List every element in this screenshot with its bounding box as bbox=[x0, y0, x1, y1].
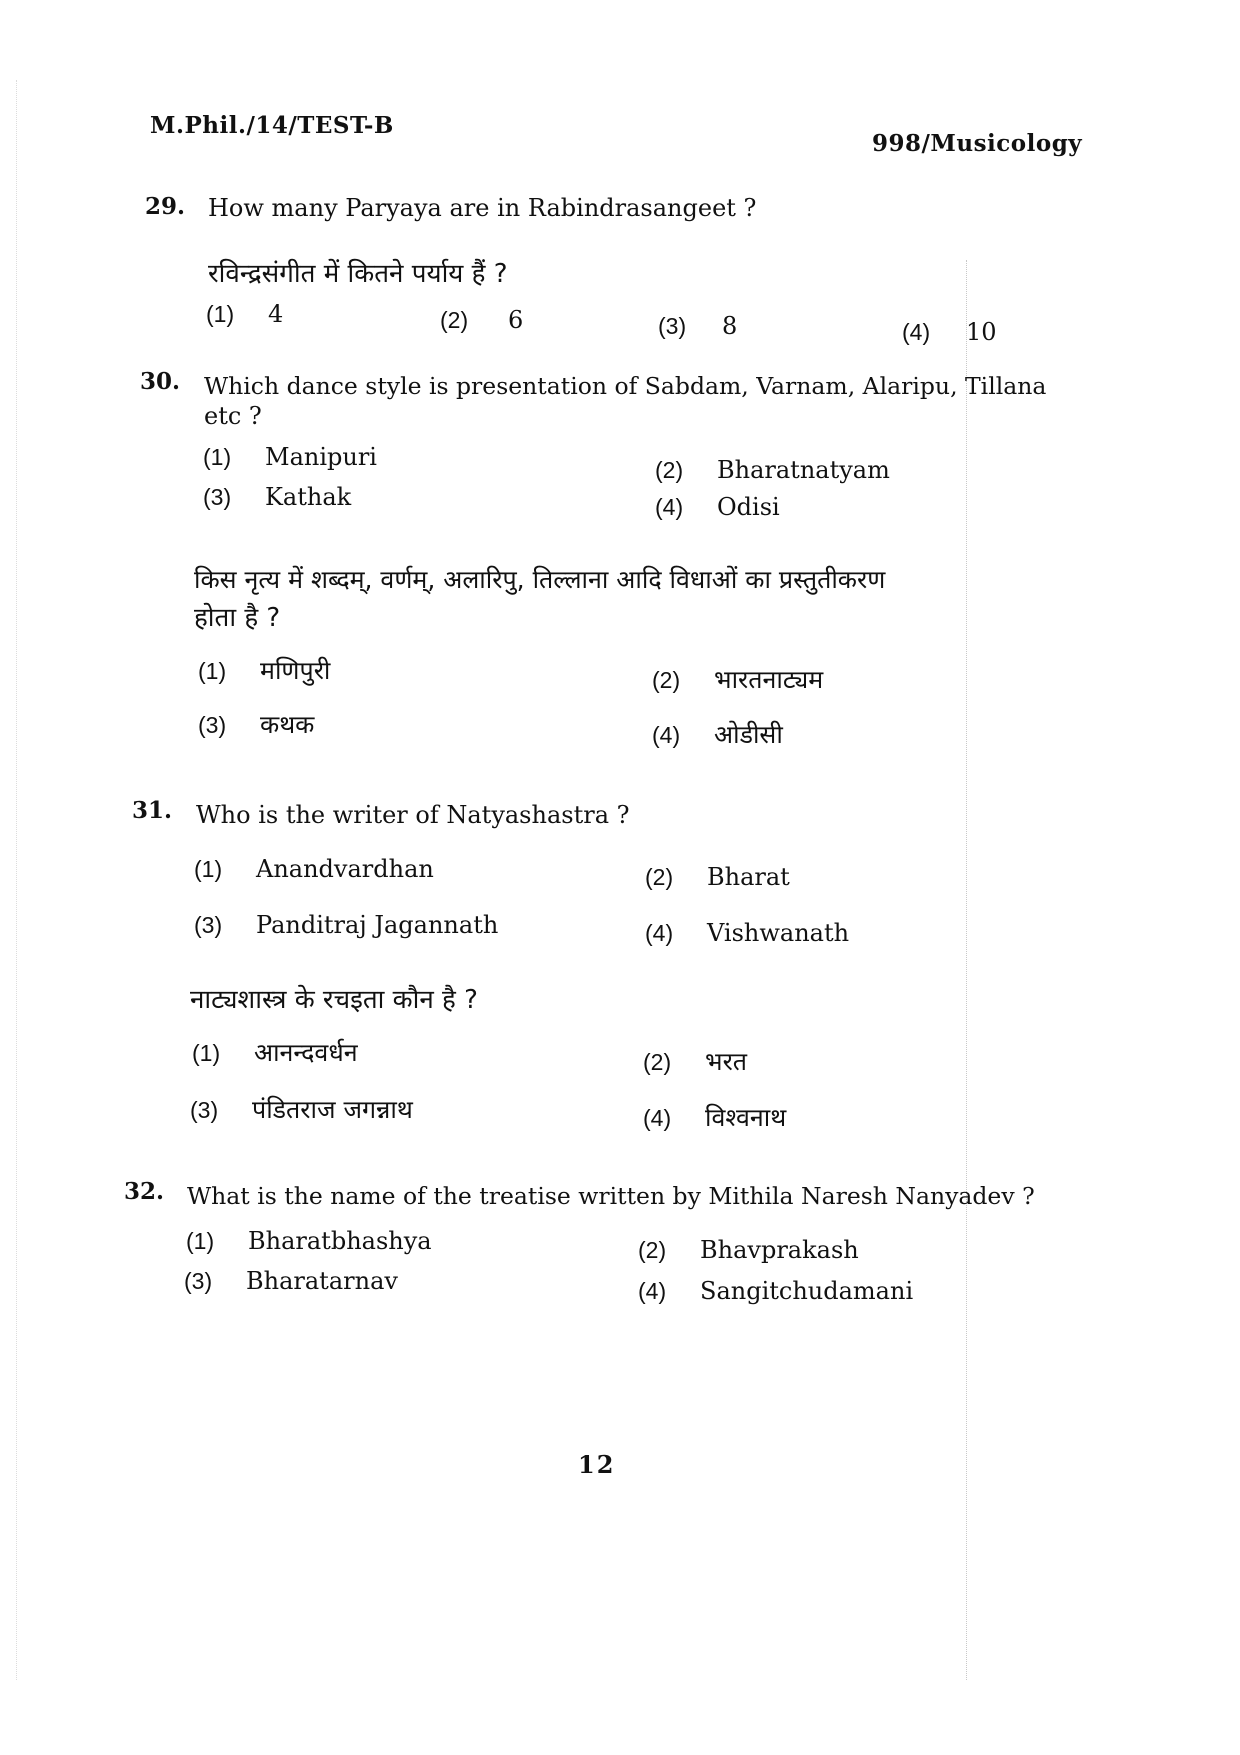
option-4 bbox=[902, 318, 997, 346]
hindi-option-4 bbox=[643, 1100, 786, 1134]
question-text: What is the name of the treatise written by Mithila Naresh Nanyadev ? bbox=[187, 1182, 1035, 1210]
scan-fold-line bbox=[966, 260, 967, 1680]
option-label: 10 bbox=[966, 318, 997, 346]
question-text-hindi: नाट्यशास्त्र के रचइता कौन है ? bbox=[190, 985, 478, 1015]
question-text: How many Paryaya are in Rabindrasangeet ? bbox=[208, 194, 757, 222]
option-2 bbox=[645, 863, 790, 891]
option-2 bbox=[440, 306, 523, 334]
option-3 bbox=[184, 1267, 398, 1295]
question-text-hindi: रविन्द्रसंगीत में कितने पर्याय हैं ? bbox=[208, 259, 508, 289]
option-label: कथक bbox=[260, 710, 315, 739]
option-1 bbox=[186, 1227, 432, 1255]
option-label: भरत bbox=[705, 1047, 748, 1076]
question-text-hindi-line1: किस नृत्य में शब्दम्, वर्णम्, अलारिपु, तिल्लाना आदि विधाओं का प्रस्तुतीकरण bbox=[194, 565, 886, 594]
option-label: Vishwanath bbox=[707, 919, 850, 947]
question-number: 30. bbox=[140, 368, 181, 395]
option-number: (1) bbox=[186, 1228, 215, 1254]
header-paper-code: M.Phil./14/TEST-B bbox=[150, 112, 394, 139]
option-label: 4 bbox=[268, 300, 284, 328]
option-label: भारतनाट्यम bbox=[714, 665, 824, 694]
hindi-option-3 bbox=[198, 707, 314, 741]
option-number: (1) bbox=[203, 444, 232, 470]
question-text-line1: Which dance style is presentation of Sabdam, Varnam, Alaripu, Tillana bbox=[204, 372, 1047, 400]
hindi-option-2 bbox=[643, 1044, 747, 1078]
option-number: (4) bbox=[655, 494, 684, 520]
option-2 bbox=[638, 1236, 859, 1264]
option-1 bbox=[194, 855, 434, 883]
option-number: (2) bbox=[643, 1049, 672, 1075]
option-label: Bharatbhashya bbox=[248, 1227, 432, 1255]
option-number: (2) bbox=[652, 667, 681, 693]
hindi-option-3 bbox=[190, 1092, 413, 1126]
option-label: Manipuri bbox=[265, 443, 377, 471]
option-number: (3) bbox=[194, 912, 223, 938]
option-3 bbox=[203, 483, 351, 511]
option-number: (1) bbox=[194, 856, 223, 882]
option-label: Bhavprakash bbox=[700, 1236, 859, 1264]
header-subject-code: 998/Musicology bbox=[872, 130, 1083, 157]
hindi-option-1 bbox=[192, 1035, 358, 1069]
option-label: Sangitchudamani bbox=[700, 1277, 914, 1305]
question-text-hindi-line2: होता है ? bbox=[194, 603, 281, 633]
option-label: Bharat bbox=[707, 863, 790, 891]
option-label: मणिपुरी bbox=[260, 656, 331, 685]
option-label: Panditraj Jagannath bbox=[256, 911, 499, 939]
option-1 bbox=[203, 443, 377, 471]
option-number: (2) bbox=[638, 1237, 667, 1263]
option-label: Bharatnatyam bbox=[717, 456, 890, 484]
option-label: Bharatarnav bbox=[246, 1267, 398, 1295]
option-label: पंडितराज जगन्नाथ bbox=[252, 1095, 413, 1124]
option-number: (1) bbox=[198, 658, 227, 684]
option-label: Kathak bbox=[265, 483, 352, 511]
option-number: (3) bbox=[184, 1268, 213, 1294]
option-1 bbox=[206, 300, 283, 328]
option-number: (4) bbox=[638, 1278, 667, 1304]
scan-edge-line bbox=[16, 80, 17, 1680]
option-number: (1) bbox=[192, 1040, 221, 1066]
option-label: Odisi bbox=[717, 493, 780, 521]
option-4 bbox=[645, 919, 849, 947]
question-text: Who is the writer of Natyashastra ? bbox=[196, 801, 630, 829]
option-4 bbox=[655, 493, 780, 521]
option-3 bbox=[194, 911, 498, 939]
hindi-option-4 bbox=[652, 717, 783, 751]
option-number: (4) bbox=[643, 1105, 672, 1131]
question-number: 29. bbox=[145, 193, 186, 220]
hindi-option-1 bbox=[198, 653, 330, 687]
option-3 bbox=[658, 312, 737, 340]
option-number: (4) bbox=[652, 722, 681, 748]
option-4 bbox=[638, 1277, 913, 1305]
hindi-option-2 bbox=[652, 662, 823, 696]
option-number: (4) bbox=[645, 920, 674, 946]
option-label: आनन्दवर्धन bbox=[254, 1038, 358, 1067]
option-number: (4) bbox=[902, 319, 931, 345]
option-number: (3) bbox=[198, 712, 227, 738]
option-number: (3) bbox=[658, 313, 687, 339]
option-label: 8 bbox=[722, 312, 738, 340]
question-text-line2: etc ? bbox=[204, 402, 262, 430]
option-label: विश्वनाथ bbox=[705, 1103, 787, 1132]
option-label: ओडीसी bbox=[714, 720, 783, 749]
option-number: (3) bbox=[203, 484, 232, 510]
question-number: 31. bbox=[132, 797, 173, 824]
option-number: (3) bbox=[190, 1097, 219, 1123]
question-number: 32. bbox=[124, 1178, 165, 1205]
option-label: 6 bbox=[508, 306, 524, 334]
option-label: Anandvardhan bbox=[256, 855, 434, 883]
option-number: (2) bbox=[440, 307, 469, 333]
option-2 bbox=[655, 456, 890, 484]
option-number: (1) bbox=[206, 301, 235, 327]
option-number: (2) bbox=[645, 864, 674, 890]
option-number: (2) bbox=[655, 457, 684, 483]
page-number: 12 bbox=[578, 1450, 616, 1479]
